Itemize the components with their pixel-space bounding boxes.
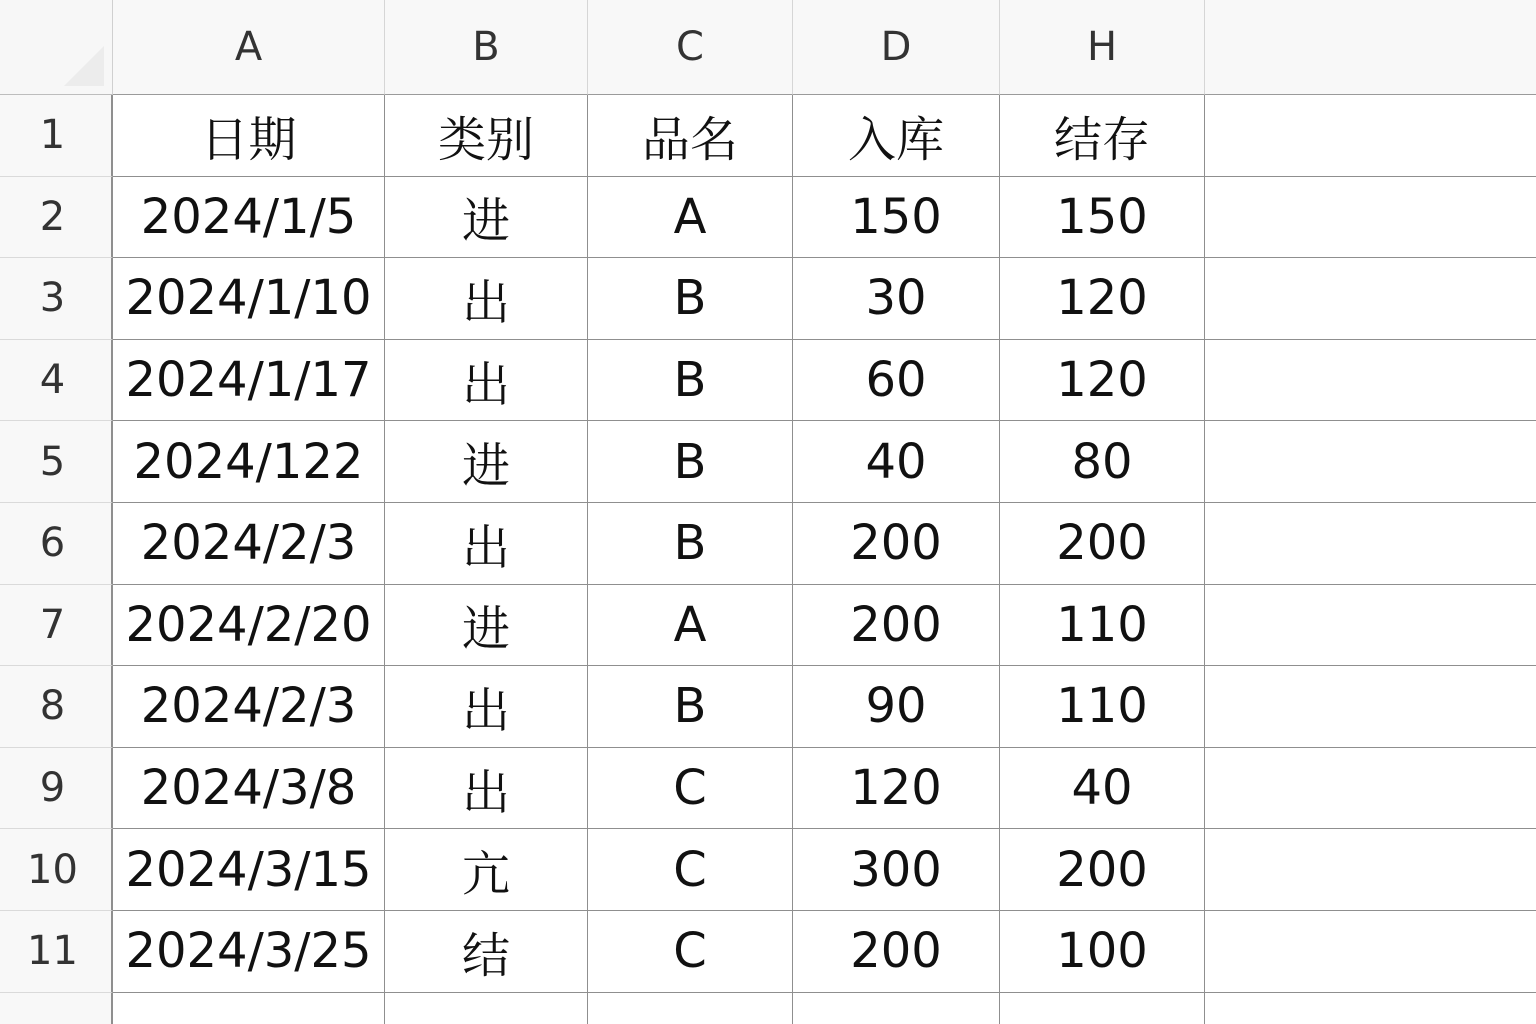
cell-c8[interactable]: B bbox=[588, 666, 793, 748]
cell-c4[interactable]: B bbox=[588, 340, 793, 422]
row-header-8[interactable]: 8 bbox=[0, 666, 113, 748]
cell-h8[interactable]: 110 bbox=[1000, 666, 1205, 748]
cell-d8[interactable]: 90 bbox=[793, 666, 1000, 748]
cell-empty-7[interactable] bbox=[1205, 585, 1536, 667]
cell-b2[interactable]: 进 bbox=[385, 177, 588, 259]
cell-h11[interactable]: 100 bbox=[1000, 911, 1205, 993]
row-header-11[interactable]: 11 bbox=[0, 911, 113, 993]
cell-h7[interactable]: 110 bbox=[1000, 585, 1205, 667]
cell-d5[interactable]: 40 bbox=[793, 421, 1000, 503]
cell-empty-4[interactable] bbox=[1205, 340, 1536, 422]
cell-b12[interactable] bbox=[385, 993, 588, 1024]
cell-a8[interactable]: 2024/2/3 bbox=[113, 666, 385, 748]
row-header-9[interactable]: 9 bbox=[0, 748, 113, 830]
column-header-c[interactable]: C bbox=[588, 0, 793, 95]
cell-c6[interactable]: B bbox=[588, 503, 793, 585]
cell-d11[interactable]: 200 bbox=[793, 911, 1000, 993]
cell-b5[interactable]: 进 bbox=[385, 421, 588, 503]
cell-h6[interactable]: 200 bbox=[1000, 503, 1205, 585]
row-header-5[interactable]: 5 bbox=[0, 421, 113, 503]
cell-empty-12[interactable] bbox=[1205, 993, 1536, 1024]
row-header-1[interactable]: 1 bbox=[0, 95, 113, 177]
cell-a7[interactable]: 2024/2/20 bbox=[113, 585, 385, 667]
cell-c11[interactable]: C bbox=[588, 911, 793, 993]
cell-c7[interactable]: A bbox=[588, 585, 793, 667]
cell-empty-1[interactable] bbox=[1205, 95, 1536, 177]
cell-empty-6[interactable] bbox=[1205, 503, 1536, 585]
cell-h9[interactable]: 40 bbox=[1000, 748, 1205, 830]
cell-b1[interactable]: 类别 bbox=[385, 95, 588, 177]
cell-h2[interactable]: 150 bbox=[1000, 177, 1205, 259]
cell-a4[interactable]: 2024/1/17 bbox=[113, 340, 385, 422]
cell-d9[interactable]: 120 bbox=[793, 748, 1000, 830]
cell-d4[interactable]: 60 bbox=[793, 340, 1000, 422]
cell-c5[interactable]: B bbox=[588, 421, 793, 503]
row-header-7[interactable]: 7 bbox=[0, 585, 113, 667]
row-header-3[interactable]: 3 bbox=[0, 258, 113, 340]
select-all-corner[interactable] bbox=[0, 0, 113, 95]
cell-a9[interactable]: 2024/3/8 bbox=[113, 748, 385, 830]
cell-b9[interactable]: 出 bbox=[385, 748, 588, 830]
cell-d2[interactable]: 150 bbox=[793, 177, 1000, 259]
cell-d6[interactable]: 200 bbox=[793, 503, 1000, 585]
cell-d1[interactable]: 入库 bbox=[793, 95, 1000, 177]
cell-empty-11[interactable] bbox=[1205, 911, 1536, 993]
cell-b10[interactable]: 亢 bbox=[385, 829, 588, 911]
cell-b4[interactable]: 出 bbox=[385, 340, 588, 422]
cell-empty-9[interactable] bbox=[1205, 748, 1536, 830]
cell-d10[interactable]: 300 bbox=[793, 829, 1000, 911]
cell-c12[interactable] bbox=[588, 993, 793, 1024]
cell-c9[interactable]: C bbox=[588, 748, 793, 830]
cell-b8[interactable]: 出 bbox=[385, 666, 588, 748]
cell-b3[interactable]: 出 bbox=[385, 258, 588, 340]
cell-a6[interactable]: 2024/2/3 bbox=[113, 503, 385, 585]
cell-c10[interactable]: C bbox=[588, 829, 793, 911]
cell-a5[interactable]: 2024/122 bbox=[113, 421, 385, 503]
cell-h1[interactable]: 结存 bbox=[1000, 95, 1205, 177]
cell-empty-2[interactable] bbox=[1205, 177, 1536, 259]
cell-b7[interactable]: 进 bbox=[385, 585, 588, 667]
cell-h4[interactable]: 120 bbox=[1000, 340, 1205, 422]
cell-d7[interactable]: 200 bbox=[793, 585, 1000, 667]
cell-b6[interactable]: 出 bbox=[385, 503, 588, 585]
cell-a11[interactable]: 2024/3/25 bbox=[113, 911, 385, 993]
row-header-12-partial[interactable] bbox=[0, 993, 113, 1024]
cell-c3[interactable]: B bbox=[588, 258, 793, 340]
column-header-b[interactable]: B bbox=[385, 0, 588, 95]
column-header-h[interactable]: H bbox=[1000, 0, 1205, 95]
cell-a1[interactable]: 日期 bbox=[113, 95, 385, 177]
cell-c2[interactable]: A bbox=[588, 177, 793, 259]
cell-h3[interactable]: 120 bbox=[1000, 258, 1205, 340]
cell-empty-3[interactable] bbox=[1205, 258, 1536, 340]
row-header-10[interactable]: 10 bbox=[0, 829, 113, 911]
cell-empty-5[interactable] bbox=[1205, 421, 1536, 503]
cell-h5[interactable]: 80 bbox=[1000, 421, 1205, 503]
cell-c1[interactable]: 品名 bbox=[588, 95, 793, 177]
column-header-a[interactable]: A bbox=[113, 0, 385, 95]
row-header-2[interactable]: 2 bbox=[0, 177, 113, 259]
cell-a3[interactable]: 2024/1/10 bbox=[113, 258, 385, 340]
cell-h12[interactable] bbox=[1000, 993, 1205, 1024]
row-header-6[interactable]: 6 bbox=[0, 503, 113, 585]
cell-b11[interactable]: 结 bbox=[385, 911, 588, 993]
cell-a2[interactable]: 2024/1/5 bbox=[113, 177, 385, 259]
row-header-4[interactable]: 4 bbox=[0, 340, 113, 422]
column-header-empty bbox=[1205, 0, 1536, 95]
cell-empty-10[interactable] bbox=[1205, 829, 1536, 911]
cell-empty-8[interactable] bbox=[1205, 666, 1536, 748]
cell-h10[interactable]: 200 bbox=[1000, 829, 1205, 911]
column-header-d[interactable]: D bbox=[793, 0, 1000, 95]
cell-a12[interactable] bbox=[113, 993, 385, 1024]
cell-a10[interactable]: 2024/3/15 bbox=[113, 829, 385, 911]
cell-d3[interactable]: 30 bbox=[793, 258, 1000, 340]
cell-d12[interactable] bbox=[793, 993, 1000, 1024]
